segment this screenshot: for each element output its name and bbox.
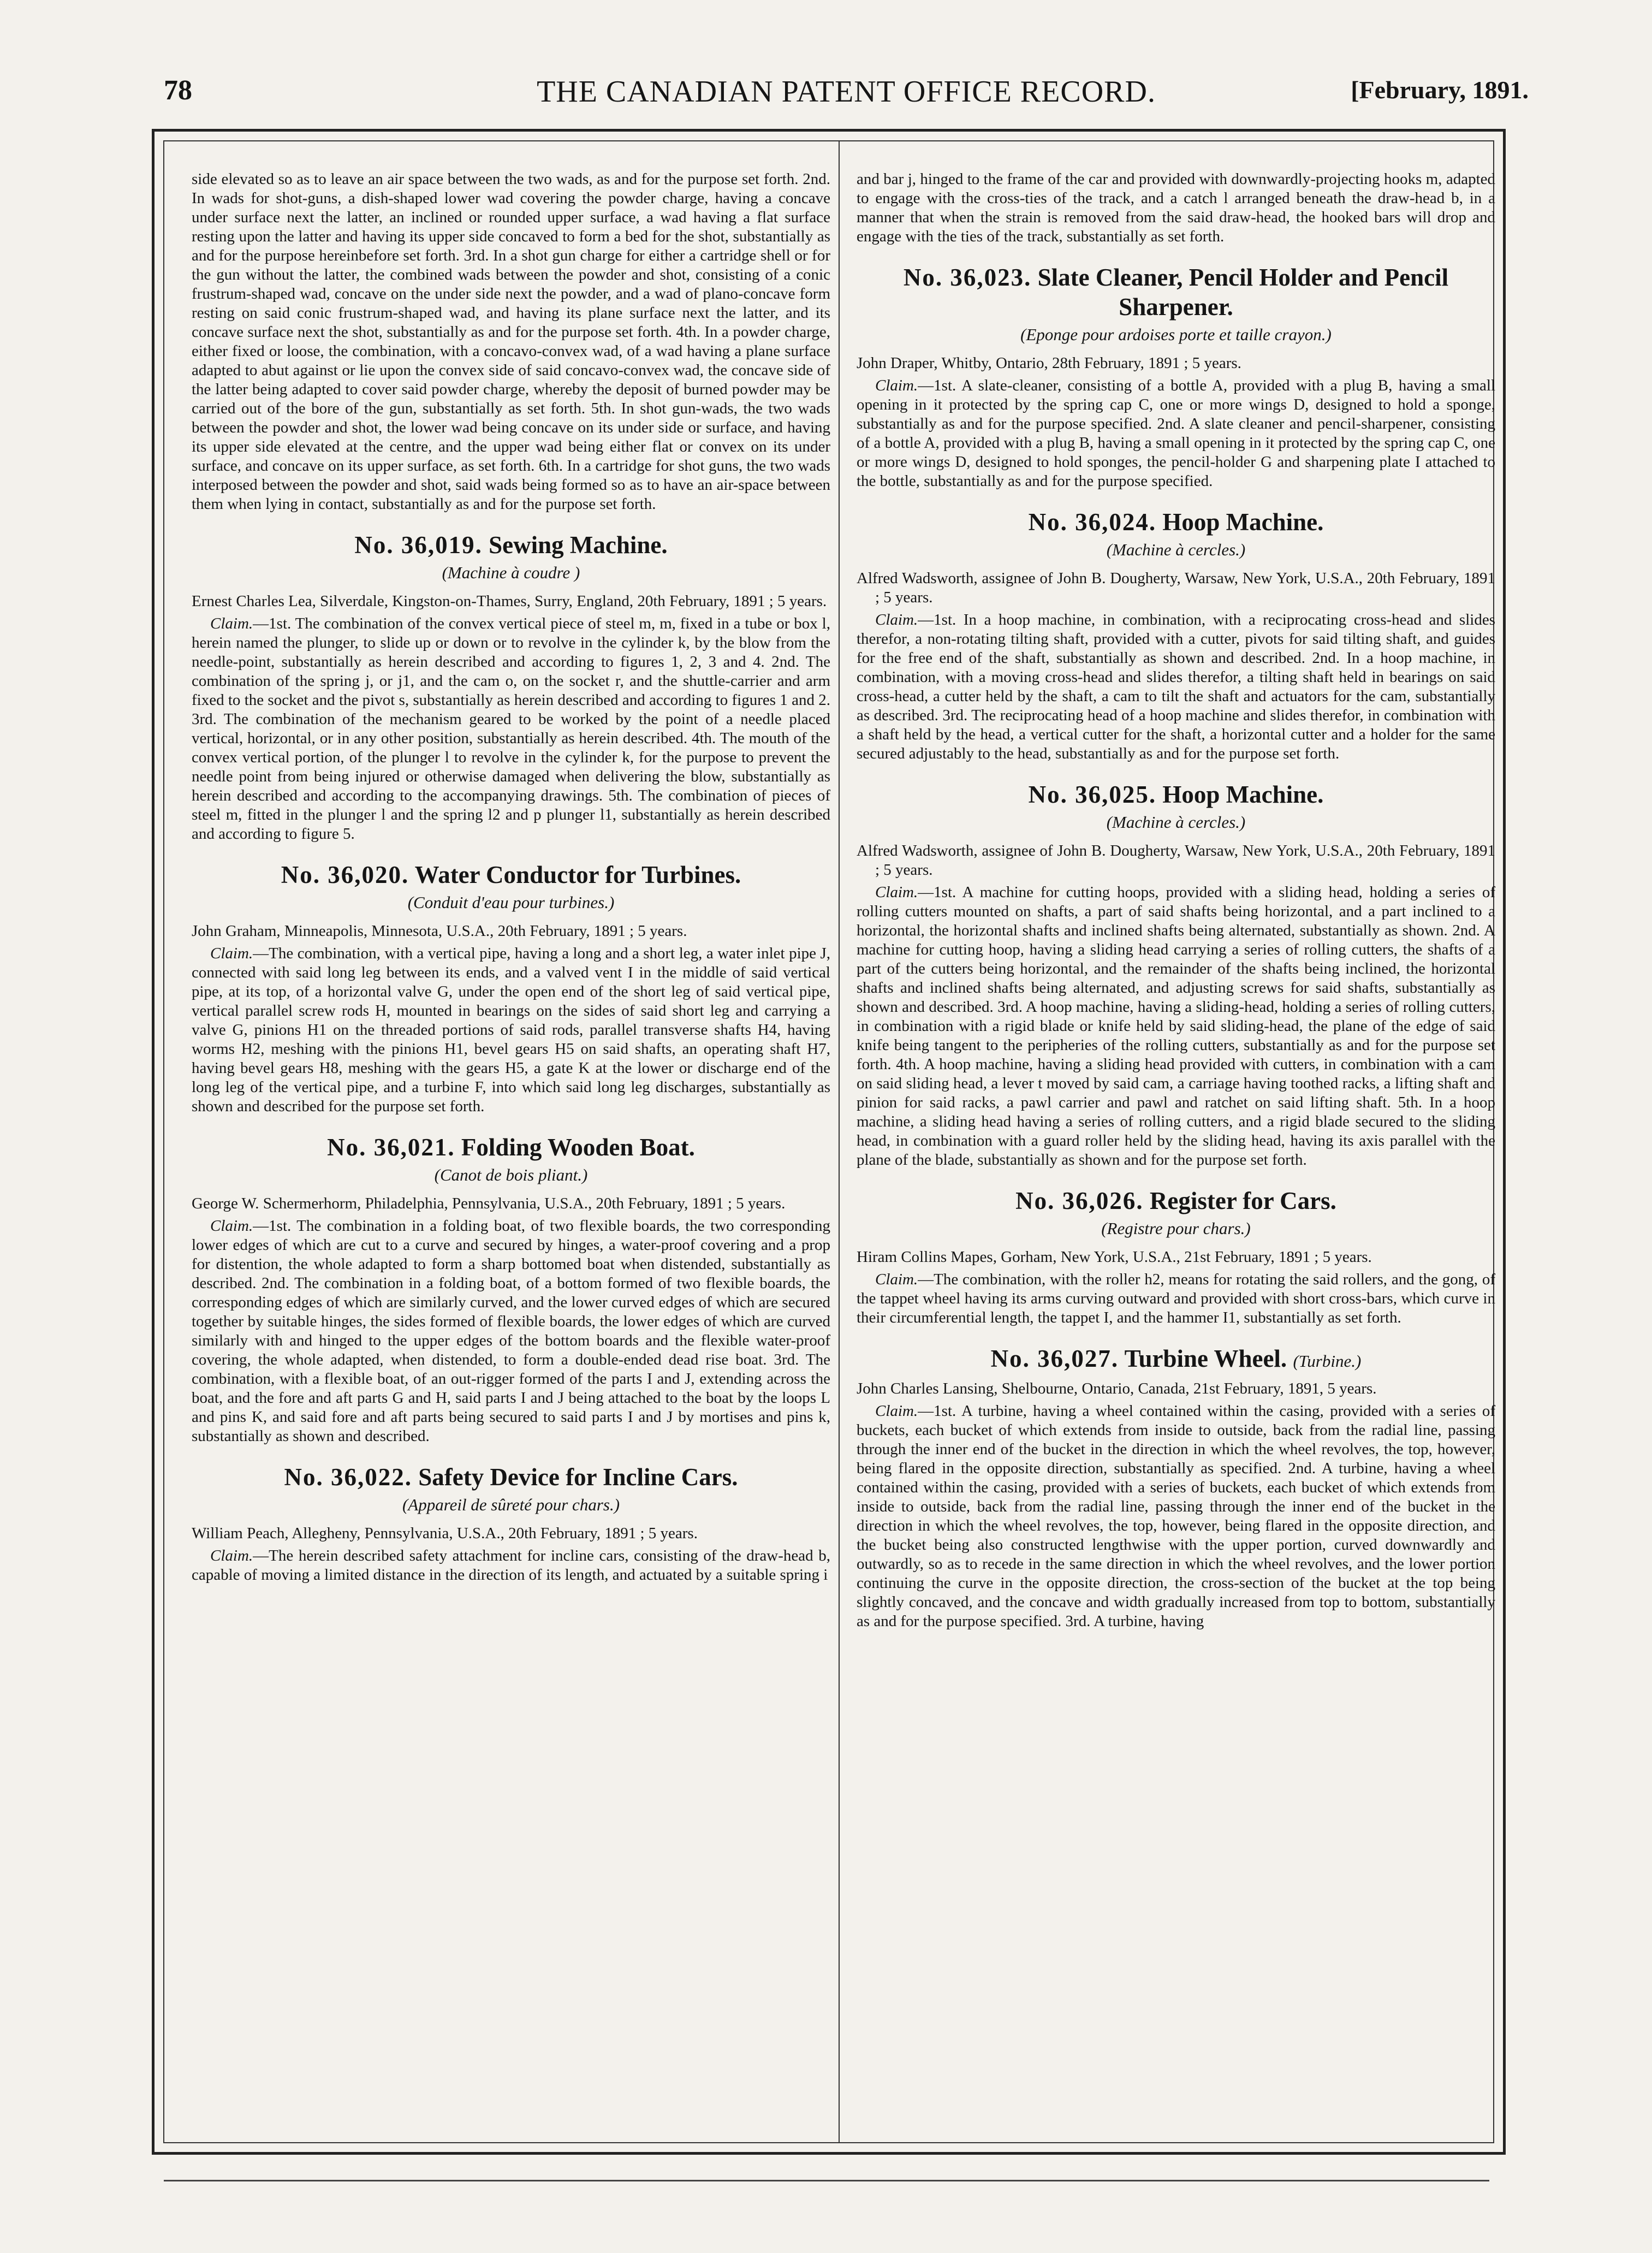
patent-entry [857,1344,1495,1631]
page-frame [152,129,1506,2155]
patentee: Alfred Wadsworth, assignee of John B. Dougherty, Warsaw, New York, U.S.A., 20th February, 1891 ; 5 years. [857,842,1495,879]
patent-heading [857,1186,1495,1216]
claim-body: —The herein described safety attachment for incline cars, consisting of the draw-head b, capable of moving a limited distance in the direction of its length, and actuated by a suitable spring i [192,1547,830,1584]
continued-claim-text: side elevated so as to leave an air space between the two wads, as and for the purpose set forth. 2nd. In wads for shot-guns, a dish-shaped lower wad covering the powder charge, having a concave under surface next the latter, an inclined or rounded upper surface, a wad having a flat surface resting upon the latter and having its upper side concaved to form a bed for the shot, substantially as and for the purpose hereinbefore set forth. 3rd. In a shot gun charge for either a cartridge shell or for the gun without the latter, the combined wads between the powder and shot, consisting of a conic frustrum-shaped wad, concave on the under side next the powder, and a wad of plano-concave form resting on said conic frustrum-shaped wad, and having its plane surface next the latter, and its concave surface next the shot, substantially as and for the purpose set forth. 4th. In a powder charge, either fixed or loose, the combination, with a concavo-convex wad, of a wad having a plane surface adapted to abut against or lie upon the convex side of said concavo-convex wad, the concave side of the latter being adapted to cover said powder charge, whereby the deposit of burned powder may be carried out of the bore of the gun, substantially as set forth. 5th. In shot gun-wads, the two wads between the powder and shot, the lower wad being concave on its under side or surface, and having its upper side elevated at the centre, and the upper wad being either flat or convex on its under surface, and concave on its upper surface, as set forth. 6th. In a cartridge for shot guns, the two wads interposed between the powder and shot, said wads being formed so as to have an air-space between them when lying in contact, substantially as and for the purpose set forth. [192,170,830,513]
patentee: Alfred Wadsworth, assignee of John B. Dougherty, Warsaw, New York, U.S.A., 20th February, 1891 ; 5 years. [857,570,1495,606]
issue-date: [February, 1891. [1351,76,1529,104]
patent-number: No. 36,019. [354,531,483,559]
claim-body: —1st. In a hoop machine, in combination, with a reciprocating cross-head and slides therefor, a non-rotating tilting shaft, provided with a cutter, pivots for said tilting shaft, and guides for the free end of the shaft, substantially as shown and described. 2nd. In a hoop machine, in combination, with a moving cross-head and slides therefor, a tilting shaft held in bearings on said cross-head, a cutter held by the shaft, a cam to tilt the shaft and actuators for the cam, substantially as described. 3rd. The reciprocating head of a hoop machine and slides therefor, in combination with a shaft held by the head, a vertical cutter for the shaft, a horizontal cutter and a holder for the same secured adjustably to the head, substantially as and for the purpose set forth. [857,611,1495,762]
patent-entry [192,1133,830,1446]
claim-body: —1st. The combination of the convex vertical piece of steel m, m, fixed in a tube or box l, herein named the plunger, to slide up or down or to revolve in the cylinder k, by the blow from the needle-point, substantially as herein described and according to figures 1, 2, 3 and 4. 2nd. The combination of the spring j, or j1, and the cam o, on the socket r, and the shuttle-carrier and arm fixed to the socket and the pivot s, substantially as herein described and according to figures 1 and 2. 3rd. The combination of the mechanism geared to be worked by the point of a needle placed vertical, horizontal, or in any other position, substantially as herein described. 4th. The mouth of the convex vertical portion, of the plunger l to revolve in the cylinder k, for the purpose to prevent the needle point from being injured or otherwise damaged when delivering the blow, substantially as herein described and according to the accompanying drawings. 5th. The combination of pieces of steel m, fitted in the plunger l and the spring l2 and p plunger l1, substantially as herein described and according to figure 5. [192,615,830,843]
page-number: 78 [164,75,192,106]
claim-label: Claim. [875,1271,918,1288]
french-title: (Canot de bois pliant.) [434,1165,588,1184]
left-column [192,170,830,1594]
column-divider [839,141,840,2142]
french-title: (Machine à coudre ) [442,563,580,582]
patent-entry [192,530,830,844]
claim-body: —1st. A turbine, having a wheel contained within the casing, provided with a series of buckets, each bucket of which extends from inside to outside, back from the radial line, passing through the inner end of the bucket in the direction in which the wheel revolves, the top, however, being flared in the opposite direction, substantially as specified. 2nd. A turbine, having a wheel contained within the casing, provided with a series of buckets, each bucket of which extends from inside to outside, back from the radial line, passing through the inner end of the bucket in the direction in which the wheel revolves, the top, however, being flared in the opposite direction, and the bucket being also constructed lengthwise with the upper portion, curved downwardly and outwardly, so as to recede in the same direction in which the wheel revolves, and the lower portion continuing the curve in the opposite direction, the cross-section of the bucket at the top being slightly concaved, and the concave and width gradually increased from top to bottom, substantially as and for the purpose specified. 3rd. A turbine, having [857,1402,1495,1630]
patent-title: Safety Device for Incline Cars. [418,1463,738,1491]
patent-heading [192,530,830,560]
claim-label: Claim. [210,945,253,962]
claim-text [192,614,830,844]
claim-text [857,1270,1495,1327]
claim-body: —The combination, with a vertical pipe, having a long and a short leg, a water inlet pipe J, connected with said long leg between its ends, and a valved vent I in the middle of said vertical pipe, at its top, of a horizontal valve G, under the open end of the short leg of said vertical pipe, vertical parallel screw rods H, mounted in bearings on the sides of said short leg and carrying a valve G, pinions H1 on the threaded portions of said rods, parallel transverse shafts H4, having worms H2, meshing with the pinions H1, bevel gears H5 on said shafts, an operating shaft H7, having bevel gears H8, meshing with the gears H5, a gate K at the lower or discharge end of the long leg of the vertical pipe, and a turbine F, into which said long leg discharges, substantially as shown and described for the purpose set forth. [192,945,830,1115]
claim-text [857,883,1495,1170]
patentee: John Draper, Whitby, Ontario, 28th February, 1891 ; 5 years. [857,354,1241,372]
journal-title: THE CANADIAN PATENT OFFICE RECORD. [537,75,1156,109]
patent-entry [192,1462,830,1585]
claim-text [192,1217,830,1446]
patent-number: No. 36,021. [327,1134,455,1161]
claim-text [192,944,830,1116]
claim-text [857,1402,1495,1631]
patent-title: Water Conductor for Turbines. [414,861,741,888]
french-title: (Machine à cercles.) [1106,813,1246,832]
patent-heading [857,780,1495,809]
patent-number: No. 36,025. [1028,781,1157,808]
claim-label: Claim. [875,611,918,629]
inner-border [163,140,1494,2143]
patent-number: No. 36,020. [281,861,409,888]
patentee: William Peach, Allegheny, Pennsylvania, U.S.A., 20th February, 1891 ; 5 years. [192,1525,698,1542]
french-title: (Eponge pour ardoises porte et taille crayon.) [1020,325,1332,344]
patent-title: Turbine Wheel. [1124,1345,1287,1372]
patent-number: No. 36,023. [903,264,1032,291]
patent-entry [857,1186,1495,1327]
patent-heading [857,263,1495,322]
claim-label: Claim. [875,884,918,901]
patent-title: Hoop Machine. [1162,508,1324,536]
patent-entry [192,860,830,1116]
claim-label: Claim. [210,1547,253,1564]
claim-body: —1st. A slate-cleaner, consisting of a bottle A, provided with a plug B, having a small opening in it protected by the spring cap C, one or more wings D, designed to hold a sponge, substantially as and for the purpose specified. 2nd. A slate cleaner and pencil-sharpener, consisting of a bottle A, provided with a plug B, having a small opening in it protected by the spring cap C, one or more wings D, designed to hold sponges, the pencil-holder G and sharpening plate I attached to the bottle, substantially as and for the purpose specified. [857,377,1495,490]
patent-entry [857,507,1495,763]
french-title: (Appareil de sûreté pour chars.) [402,1495,620,1514]
patent-entry [857,263,1495,491]
patent-title: Sewing Machine. [489,531,668,559]
patent-heading [857,1344,1495,1376]
patent-heading [192,1133,830,1162]
patent-number: No. 36,022. [284,1463,412,1491]
claim-text [857,610,1495,763]
french-title: (Conduit d'eau pour turbines.) [407,893,615,912]
patent-heading [857,507,1495,537]
claim-text [192,1546,830,1585]
patent-number: No. 36,026. [1015,1187,1144,1214]
claim-text [857,376,1495,491]
patent-number: No. 36,027. [990,1345,1119,1372]
continued-claim-text: and bar j, hinged to the frame of the car and provided with downwardly-projecting hooks m, adapted to engage with the cross-ties of the track, and a catch l arranged beneath the draw-head b, in a manner that when the strain is removed from the said draw-head, the hooked bars will drop and engage with the ties of the track, substantially as set forth. [857,170,1495,245]
patentee: Ernest Charles Lea, Silverdale, Kingston-on-Thames, Surry, England, 20th February, 1891 ; 5 years. [192,592,827,610]
patent-heading [192,860,830,890]
claim-label: Claim. [210,615,253,632]
bottom-rule [164,2180,1489,2181]
patent-number: No. 36,024. [1028,508,1157,536]
patentee: John Charles Lansing, Shelbourne, Ontario, Canada, 21st February, 1891, 5 years. [857,1380,1377,1397]
page-header [164,74,1529,123]
claim-label: Claim. [875,1402,918,1420]
claim-label: Claim. [210,1217,253,1235]
french-title: (Registre pour chars.) [1101,1219,1251,1238]
patent-title: Slate Cleaner, Pencil Holder and Pencil Sharpener. [1037,264,1449,321]
french-title: (Turbine.) [1293,1351,1362,1371]
patentee: Hiram Collins Mapes, Gorham, New York, U.S.A., 21st February, 1891 ; 5 years. [857,1248,1372,1266]
claim-body: —1st. A machine for cutting hoops, provided with a sliding head, holding a series of rolling cutters mounted on shafts, a part of said shafts being horizontal, and a part inclined to a horizontal, the horizontal shafts and inclined shafts being alternated, substantially as shown. 2nd. A machine for cutting hoop, having a sliding head carrying a series of rolling cutters, the shafts of a part of the cutters being horizontal, and the remainder of the shafts being inclined, the horizontal shafts and inclined shafts being alternated, and adjusting screws for said shafts, substantially as shown and described. 3rd. A hoop machine, having a sliding-head, holding a series of rolling cutters, in combination with a rigid blade or knife held by said sliding-head, the plane of the edge of said knife being tangent to the peripheries of the rolling cutters, substantially as and for the purpose set forth. 4th. A hoop machine, having a sliding head provided with cutters, in combination with a cam on said sliding head, a lever t moved by said cam, a carriage having toothed racks, a lifting shaft and pinion for said racks, a pawl carrier and pawl and ratchet on said lifting shaft. 5th. In a hoop machine, a sliding head having a series of rolling cutters, and a rigid blade secured to the sliding head, in combination with a guard roller held by the sliding head, having its axis parallel with the plane of the blade, substantially as shown and for the purpose set forth. [857,884,1495,1169]
patent-title: Hoop Machine. [1162,781,1324,808]
patentee: John Graham, Minneapolis, Minnesota, U.S.A., 20th February, 1891 ; 5 years. [192,922,687,940]
patent-entry [857,780,1495,1170]
claim-body: —The combination, with the roller h2, means for rotating the said rollers, and the gong, of the tappet wheel having its arms curving outward and provided with short cross-bars, which curve in their circumferential length, the tappet I, and the hammer I1, substantially as set forth. [857,1271,1495,1326]
claim-label: Claim. [875,377,918,394]
right-column [857,170,1495,1641]
patent-title: Register for Cars. [1149,1187,1336,1214]
patentee: George W. Schermerhorm, Philadelphia, Pennsylvania, U.S.A., 20th February, 1891 ; 5 years. [192,1195,786,1212]
patent-title: Folding Wooden Boat. [461,1134,695,1161]
patent-heading [192,1462,830,1492]
claim-body: —1st. The combination in a folding boat, of two flexible boards, the two corresponding lower edges of which are cut to a curve and secured by hinges, a water-proof covering and a prop for distention, the whole adapted to form a sharp bottomed boat when distended, substantially as described. 2nd. The combination in a folding boat, of a bottom formed of two flexible boards, the corresponding edges of which are similarly curved, and the lower curved edges of which are secured together by suitable hinges, the sides formed of flexible boards, the lower edges of which are curved similarly with and hinged to the upper edges of the bottom boards and the flexible water-proof covering, the whole adapted, when distended, to form a double-ended dead rise boat. 3rd. The combination, with a flexible boat, of an out-rigger formed of the parts I and J, extending across the boat, and the fore and aft parts G and H, said parts I and J being attached to the boat by the loops L and pins K, and said fore and aft parts being secured to said parts I and J by mortises and pins k, substantially as shown and described. [192,1217,830,1445]
french-title: (Machine à cercles.) [1106,540,1246,559]
